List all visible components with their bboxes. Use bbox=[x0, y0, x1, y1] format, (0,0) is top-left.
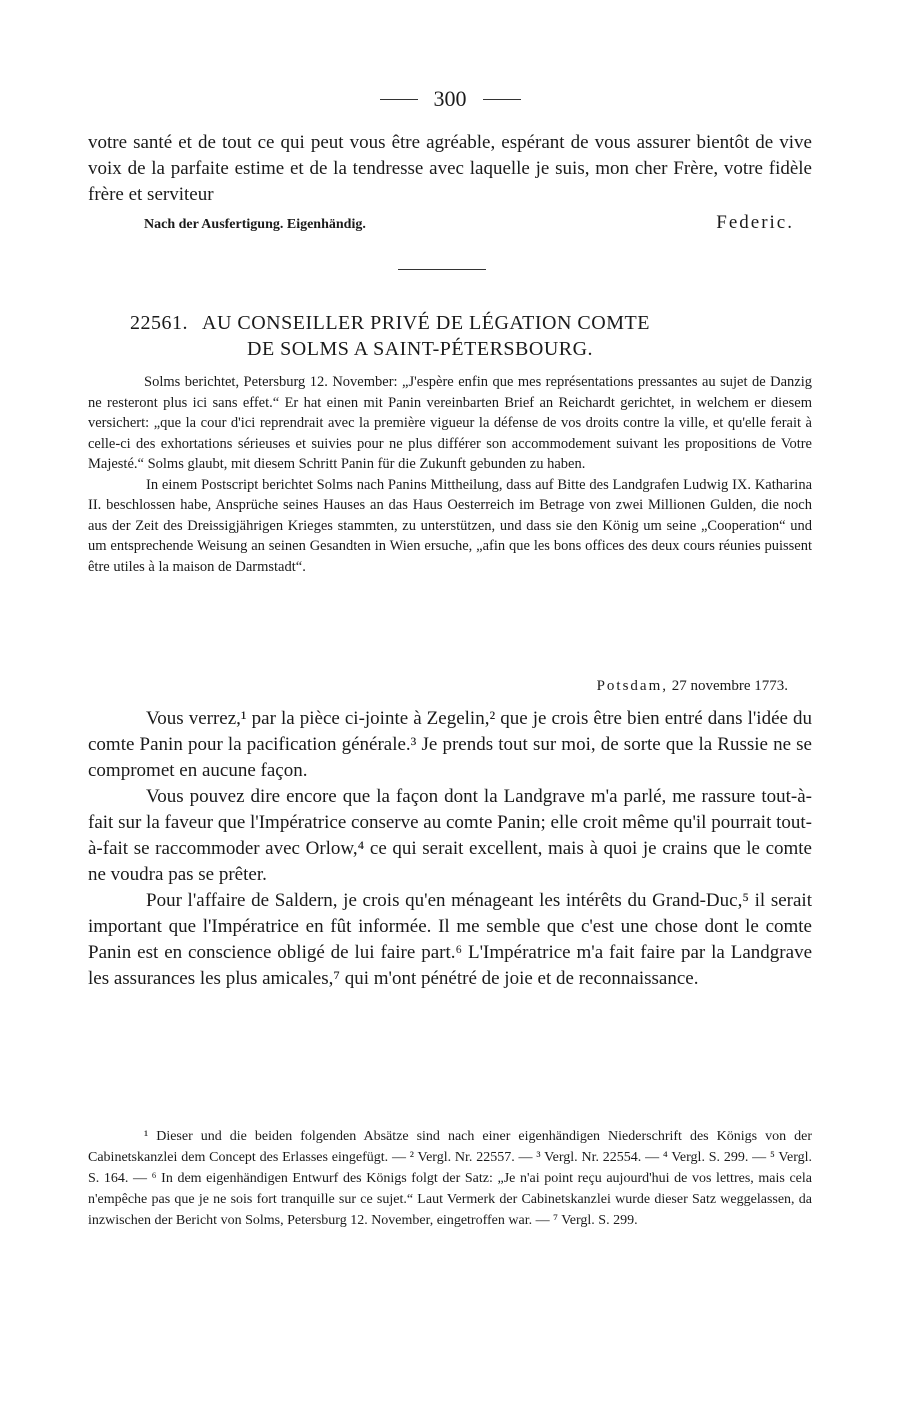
document-heading bbox=[130, 310, 790, 362]
header-dash-right bbox=[483, 99, 521, 100]
body-paragraph-2: Vous pouvez dire encore que la façon dont la Landgrave m'a parlé, me rassure tout-à-fait sur la faveur que l'Impératrice conserve au comte Panin; elle croit même qu'il pourrait tout-à-fait se raccommoder avec Orlow,⁴ ce qui serait excellent, mais à quoi je crains que le comte ne voudra pas se prêter. bbox=[88, 786, 812, 885]
page-number: 300 bbox=[433, 86, 467, 111]
footnotes-text: ¹ Dieser und die beiden folgenden Absätze sind nach einer eigenhändigen Niederschrift des Königs von der Cabinetskanzlei dem Concept des Erlasses eingefügt. — ² Vergl. Nr. 22557. — ³ Vergl. Nr. 22554. — ⁴ Vergl. S. 299. — ⁵ Vergl. S. 164. — ⁶ In dem eigenhändigen Entwurf des Königs folgt der Satz: „Je n'ai point reçu aujourd'hui de vos lettres, mais cela n'empêche pas que je ne sois fort tranquille sur ce sujet.“ Laut Vermerk der Cabinetskanzlei wurde dieser Satz weggelassen, da inzwischen der Bericht von Solms, Petersburg 12. November, eingetroffen war. — ⁷ Vergl. S. 299. bbox=[88, 1129, 812, 1228]
source-note: Nach der Ausfertigung. Eigenhändig. bbox=[144, 217, 366, 232]
body-paragraph-3: Pour l'affaire de Saldern, je crois qu'en ménageant les intérêts du Grand-Duc,⁵ il serait important que l'Impératrice en fût informée. Il me semble que c'est une chose dont le comte Panin est en conscience obligé de lui faire part.⁶ L'Impératrice m'a fait faire par la Landgrave les assurances les plus amicales,⁷ qui m'ont pénétré de joie et de reconnaissance. bbox=[88, 890, 812, 989]
letter-closing-text: votre santé et de tout ce qui peut vous être agréable, espérant de vous assurer bientôt de vive voix de la parfaite estime et de la tendresse avec laquelle je suis, mon cher Frère, votre fidèle frère et serviteur bbox=[88, 132, 812, 205]
dateline-date: 27 novembre 1773. bbox=[671, 678, 788, 694]
document-title-line-2: DE SOLMS A SAINT-PÉTERSBOURG. bbox=[247, 338, 594, 360]
document-number: 22561. bbox=[130, 312, 188, 334]
section-divider bbox=[398, 269, 486, 270]
summary-paragraph-2: In einem Postscript berichtet Solms nach Panins Mittheilung, dass auf Bitte des Landgrafen Ludwig IX. Katharina II. beschlossen habe, Ansprüche seines Hauses an das Haus Oesterreich im Betrage von zwei Millionen Gulden, die noch aus der Zeit des Dreissigjährigen Krieges stammten, zu unterstützen, und dass sie den König um seine „Cooperation“ und um entsprechende Weisung an seinen Gesandten in Wien ersuche, „afin que les bons offices des deux cours réunies puissent être utiles à la maison de Darmstadt“. bbox=[88, 476, 812, 575]
footnotes bbox=[88, 1126, 812, 1231]
signature: Federic. bbox=[716, 212, 794, 233]
header-dash-left bbox=[380, 99, 418, 100]
dateline-place: Potsdam, bbox=[596, 678, 669, 694]
page-header bbox=[0, 84, 900, 114]
body-paragraph-1: Vous verrez,¹ par la pièce ci-jointe à Zegelin,² que je crois être bien entré dans l'idée du comte Panin pour la pacification générale.³ Je prends tout sur moi, de sorte que la Russie ne se compromet en aucune façon. bbox=[88, 708, 812, 781]
editorial-summary bbox=[88, 372, 812, 577]
document-title-line-1: AU CONSEILLER PRIVÉ DE LÉGATION COMTE bbox=[202, 312, 650, 334]
letter-body bbox=[88, 706, 812, 992]
dateline bbox=[88, 678, 788, 695]
summary-paragraph-1: Solms berichtet, Petersburg 12. November: „J'espère enfin que mes représentations pressantes au sujet de Danzig ne resteront plus ici sans effet.“ Er hat einen mit Panin vereinbarten Brief an Reichardt gerichtet, in welchem er diesem versichert: „que la cour d'ici reprendrait avec la première vigueur la défense de vos droits contre la ville, et qu'elle ferait à celle-ci des exhortations sérieuses et suivies pour ne plus différer son accommodement suivant les propositions de Votre Majesté.“ Solms glaubt, mit diesem Schritt Panin für die Zukunft gebunden zu haben. bbox=[88, 374, 812, 472]
letter-closing-footer bbox=[144, 212, 794, 234]
